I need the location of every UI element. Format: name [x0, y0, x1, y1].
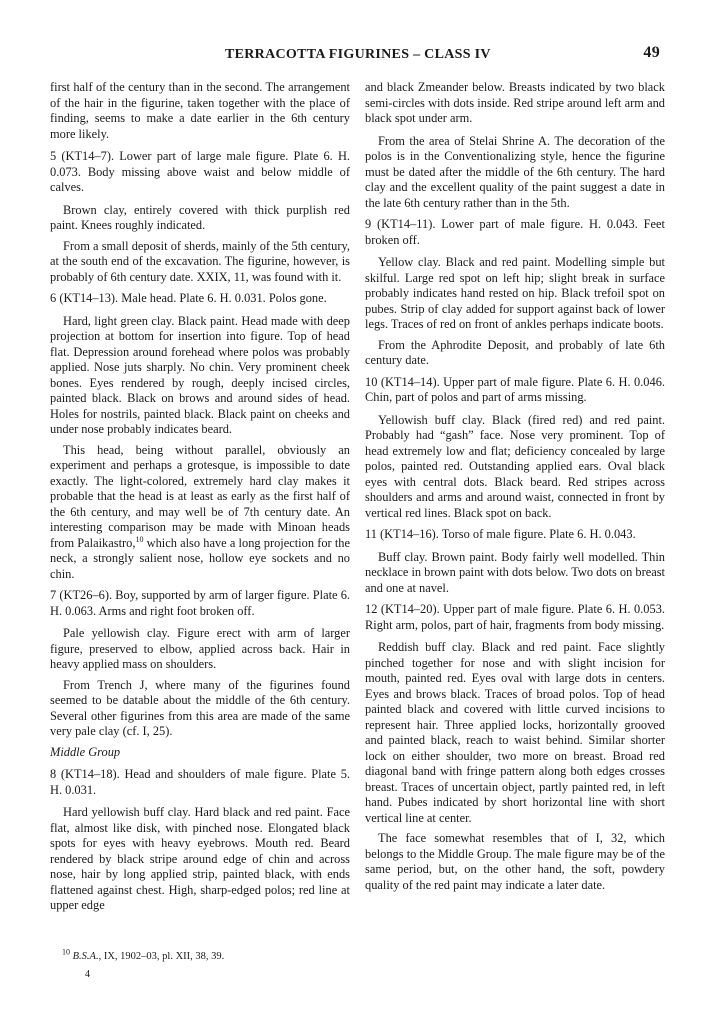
- paragraph: Pale yellowish clay. Figure erect with arm of larger figure, preserved to elbow, applied across back. Hair in heavy applied mass on shoulders.: [50, 626, 350, 671]
- footnote-number: 10: [62, 947, 70, 957]
- footnote-text: , IX, 1902–03, pl. XII, 38, 39.: [98, 951, 225, 962]
- paragraph: first half of the century than in the second. The arrangement of the hair in the figurine, taken together with the place of finding, seems to make a date earlier in the 6th century more likely.: [50, 80, 350, 141]
- catalogue-entry-11: [365, 527, 665, 543]
- catalogue-entry-9: [365, 217, 665, 248]
- paragraph: From the Aphrodite Deposit, and probably of late 6th century date.: [365, 337, 665, 367]
- catalogue-entry-10: [365, 375, 665, 406]
- entry-number: 12: [365, 602, 378, 616]
- catalogue-entry-6: [50, 291, 350, 307]
- paragraph: Yellowish buff clay. Black (fired red) and red paint. Probably had “gash” face. Nose very prominent. Top of head extremely low and flat; deficiency concealed by large polos, painted red. Outstanding applied ears. Oval black eyes with central dots. Black beard. Red stripes across shoulders and arms and around waist, connected in front by vertical red lines. Black spot on back.: [365, 412, 665, 520]
- entry-heading: (KT14–18). Head and shoulders of male figure. Plate 5. H. 0.031.: [50, 767, 350, 797]
- entry-heading: (KT14–7). Lower part of large male figure. Plate 6. H. 0.073. Body missing above waist and below middle of calves.: [50, 149, 350, 194]
- paragraph: Buff clay. Brown paint. Body fairly well modelled. Thin necklace in brown paint with dots below. Two dots on breast and one at navel.: [365, 549, 665, 595]
- footnote: [62, 947, 352, 963]
- catalogue-entry-12: [365, 602, 665, 633]
- entry-number: 5: [50, 149, 57, 163]
- section-heading: Middle Group: [50, 744, 121, 759]
- entry-heading: (KT14–11). Lower part of male figure. H. 0.043. Feet broken off.: [365, 217, 665, 247]
- paragraph: From the area of Stelai Shrine A. The decoration of the polos is in the Conventionalizing style, hence the figurine must be dated after the middle of the 6th century. The hard clay and the excellent quality of the paint suggest a date in the late 6th century rather than in the 5th.: [365, 133, 665, 210]
- entry-heading: (KT14–14). Upper part of male figure. Plate 6. H. 0.046. Chin, part of polos and part of arms missing.: [365, 374, 665, 404]
- catalogue-entry-5: [50, 149, 350, 196]
- right-column: [365, 80, 665, 898]
- entry-heading: (KT14–16). Torso of male figure. Plate 6. H. 0.043.: [380, 527, 636, 541]
- footnote-source: B.S.A.: [72, 951, 99, 962]
- entry-number: 8: [50, 767, 57, 781]
- entry-number: 11: [365, 527, 377, 541]
- paragraph: Yellow clay. Black and red paint. Modelling simple but skilful. Large red spot on left hip; slight break in surface probably indicates hand rested on hip. Black trefoil spot on pubes. Strip of clay added for support against back of lower legs. Traces of red on front of ankles perhaps indicate boots.: [365, 255, 665, 331]
- paragraph: Hard yellowish buff clay. Hard black and red paint. Face flat, almost like disk, with pinched nose. Elongated black spots for eyes with heavy eyebrows. Mouth red. Beard rendered by black stripe around edge of chin and across nose, hair by long applied strip, painted black, with ends flattened against chest. High, sharp-edged polos; red line at upper edge: [50, 805, 350, 912]
- paragraph: From Trench J, where many of the figurines found seemed to be datable about the middle of the 6th century. Several other figurines from this area are made of the same very pale clay (cf. I, 25).: [50, 677, 350, 738]
- entry-number: 10: [365, 374, 378, 389]
- entry-heading: (KT14–20). Upper part of male figure. Plate 6. H. 0.053. Right arm, polos, part of hair, fragments from body missing.: [365, 602, 665, 632]
- entry-number: 9: [365, 217, 372, 231]
- printer-signature-mark: 4: [85, 969, 90, 980]
- entry-number: 7: [50, 588, 57, 602]
- page-number: 49: [643, 44, 660, 61]
- paragraph: Hard, light green clay. Black paint. Head made with deep projection at bottom for insertion into figure. Top of head flat. Depression around forehead where polos was probably applied. Nose juts sharply. No chin. Very prominent cheek bones. Eyes rendered by rough, deeply incised circles, painted black. Black on brows and around sides of head. Holes for nostrils, painted black. Black paint on cheeks and under nose probably indicates beard.: [50, 313, 350, 436]
- paragraph: Brown clay, entirely covered with thick purplish red paint. Knees roughly indicated.: [50, 202, 350, 232]
- paragraph: From a small deposit of sherds, mainly of the 5th century, at the south end of the excavation. The figurine, however, is probably of 6th century date. XXIX, 11, was found with it.: [50, 238, 350, 284]
- paragraph: Reddish buff clay. Black and red paint. Face slightly pinched together for nose and with slight incision for mouth, painted red. Eyes oval with large dots in centers. Eyes and brows black. Traces of broad polos. Top of head painted black and covered with little curved incisions to represent hair. Three applied locks, horizontally grooved and painted black, reach to waist behind. Similar shorter lock on either shoulder, two more on breast. Broad red diagonal band with fringe pattern along both edges crosses breast. Traces of uncertain object, partly painted red, in left hand. Pubes indicated by short horizontal line with short vertical line at center.: [365, 640, 665, 825]
- footnote-ref: 10: [135, 534, 144, 544]
- entry-number: 6: [50, 291, 57, 305]
- paragraph: and black Zmeander below. Breasts indicated by two black semi-circles with dots inside. Red stripe around left arm and black spot under arm.: [365, 80, 665, 125]
- left-column: [50, 80, 350, 919]
- catalogue-entry-7: [50, 588, 350, 619]
- entry-heading: (KT26–6). Boy, supported by arm of larger figure. Plate 6. H. 0.063. Arms and right foot broken off.: [50, 588, 350, 618]
- entry-heading: (KT14–13). Male head. Plate 6. H. 0.031. Polos gone.: [59, 291, 327, 305]
- paragraph: This head, being without parallel, obviously an experiment and perhaps a grotesque, is impossible to date exactly. The light-colored, extremely hard clay makes it probable that the head is at least as early as the first half of the 6th century, and may well be of 7th century date. An interesting comparison may be made with Minoan heads from Palaikastro,$^{10}$ which also have a long projection for the neck, a strongly salient nose, hollow eye sockets and no chin.: [50, 442, 350, 581]
- catalogue-entry-8: [50, 767, 350, 798]
- header-title: TERRACOTTA FIGURINES – CLASS IV: [225, 47, 491, 62]
- paragraph: The face somewhat resembles that of I, 32, which belongs to the Middle Group. The male figure may be of the same period, but, on the other hand, the soft, powdery quality of the red paint may indicate a later date.: [365, 831, 665, 892]
- running-header: [50, 44, 660, 64]
